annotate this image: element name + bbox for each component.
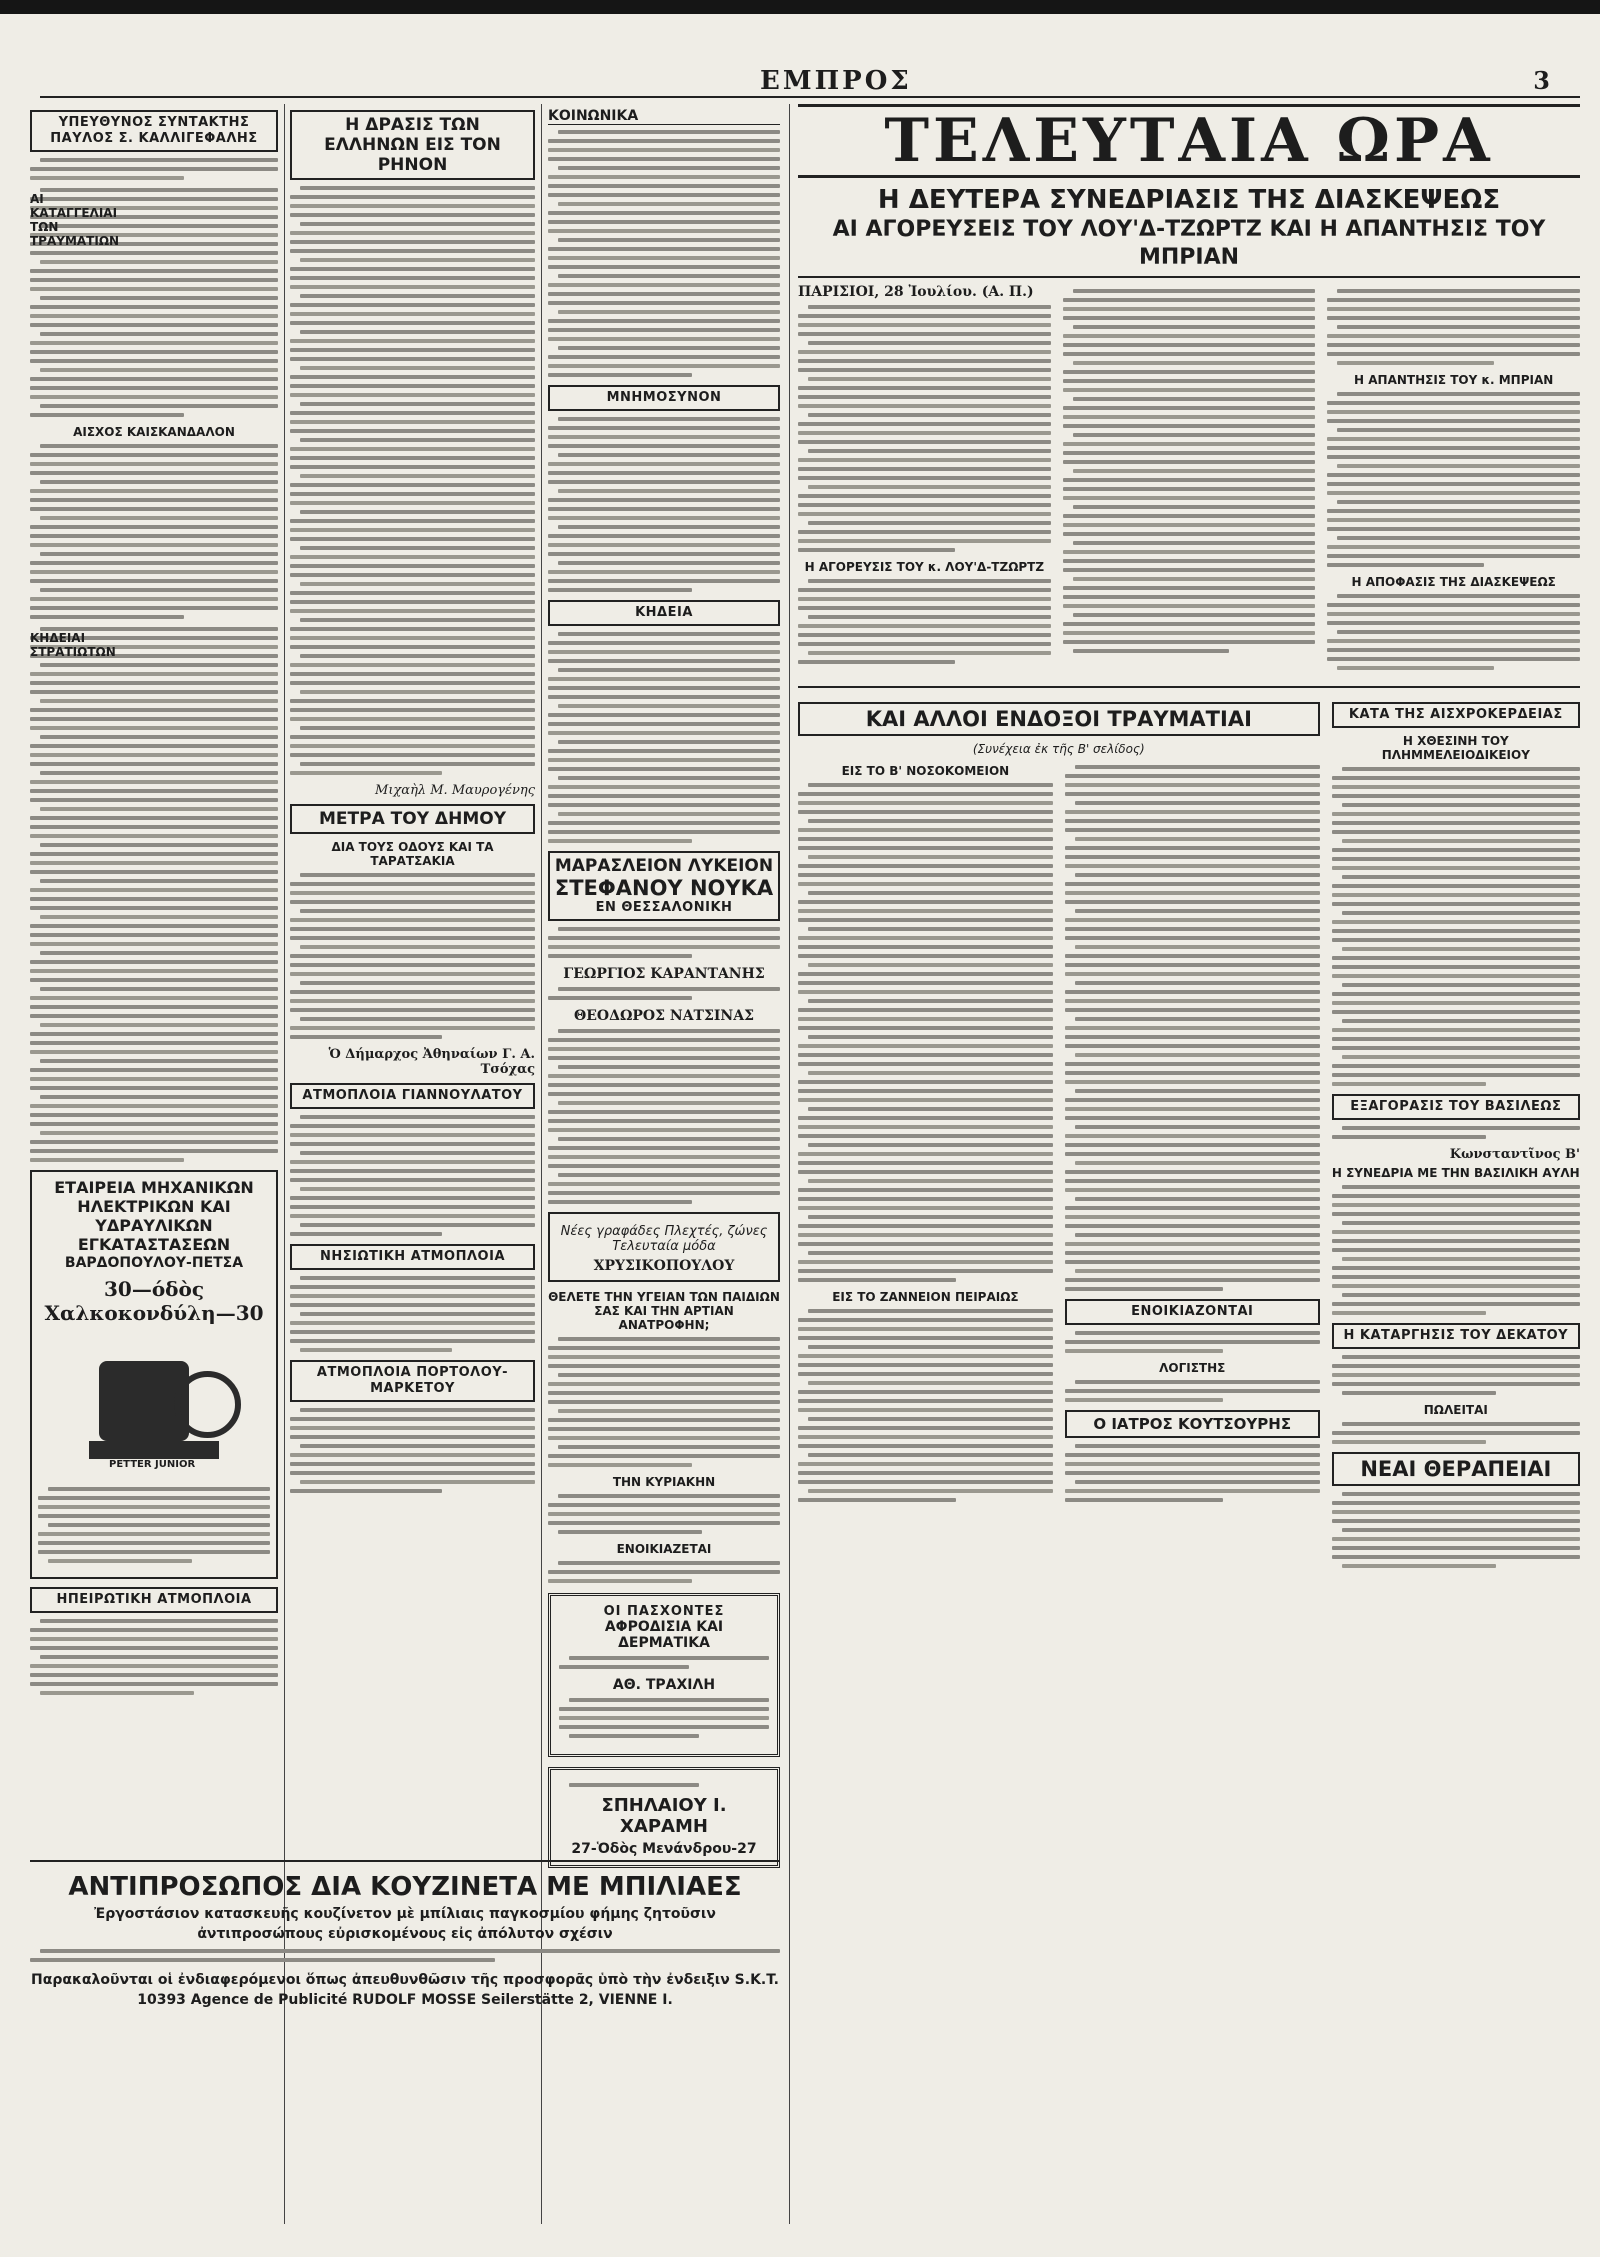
section-heading: Η ΚΑΤΑΡΓΗΣΙΣ ΤΟΥ ΔΕΚΑΤΟΥ bbox=[1332, 1323, 1580, 1349]
banner-subheadline: Η ΔΕΥΤΕΡΑ ΣΥΝΕΔΡΙΑΣΙΣ ΤΗΣ ΔΙΑΣΚΕΨΕΩΣ bbox=[877, 185, 1501, 215]
body-text bbox=[798, 783, 1053, 1282]
body-text bbox=[548, 417, 780, 592]
body-text bbox=[798, 579, 1051, 664]
body-text bbox=[548, 130, 780, 377]
shipping-heading: ΑΤΜΟΠΛΟΙΑ ΠΟΡΤΟΛΟΥ-ΜΑΡΚΕΤΟΥ bbox=[290, 1360, 535, 1402]
section-heading: ΜΝΗΜΟΣΥΝΟΝ bbox=[548, 385, 780, 411]
section-heading: ΠΩΛΕΙΤΑΙ bbox=[1423, 1403, 1488, 1417]
machine-label: PETTER JUNIOR bbox=[109, 1459, 196, 1470]
wounded-article bbox=[798, 696, 1320, 1576]
section-heading: ΚΟΙΝΩΝΙΚΑ bbox=[548, 108, 780, 125]
section-heading: Η ΣΥΝΕΔΡΙΑ ΜΕ ΤΗΝ ΒΑΣΙΛΙΚΗ ΑΥΛΗ bbox=[1331, 1166, 1580, 1180]
section-heading: ΘΕΛΕΤΕ ΤΗΝ ΥΓΕΙΑΝ ΤΩΝ ΠΑΙΔΙΩΝ ΣΑΣ ΚΑΙ ΤΗΝ ΑΡΤΙΑΝ ΑΝΑΤΡΟΦΗΝ; bbox=[548, 1290, 780, 1332]
section-heading: ΜΕΤΡΑ ΤΟΥ ΔΗΜΟΥ bbox=[290, 804, 535, 834]
body-text bbox=[1332, 1185, 1580, 1315]
section-heading: ΑΙΣΧΟΣ ΚΑΙΣΚΑΝΔΑΛΟΝ bbox=[73, 425, 235, 439]
advert-line: ΑΘ. ΤΡΑΧΙΛΗ bbox=[612, 1677, 716, 1693]
body-text bbox=[548, 632, 780, 843]
side-heading: ΑΙ ΚΑΤΑΓΓΕΛΙΑΙ ΤΩΝ ΤΡΑΥΜΑΤΙΩΝ bbox=[30, 192, 120, 248]
body-text bbox=[798, 305, 1051, 552]
company-advert bbox=[30, 1170, 278, 1579]
school-city: ΕΝ ΘΕΣΣΑΛΟΝΙΚΗ bbox=[595, 900, 733, 915]
doctor-advert: Ο ΙΑΤΡΟΣ ΚΟΥΤΣΟΥΡΗΣ bbox=[1065, 1410, 1320, 1438]
body-text bbox=[290, 1115, 535, 1236]
shipping-heading: ΗΠΕΙΡΩΤΙΚΗ ΑΤΜΟΠΛΟΙΑ bbox=[30, 1587, 278, 1613]
body-text bbox=[559, 1783, 769, 1787]
body-text bbox=[38, 1487, 270, 1563]
school-advert bbox=[548, 851, 780, 921]
column-4 bbox=[798, 104, 1580, 2224]
top-black-bar bbox=[0, 0, 1600, 14]
section-subheading: ΔΙΑ ΤΟΥΣ ΟΔΟΥΣ ΚΑΙ ΤΑ ΤΑΡΑΤΣΑΚΙΑ bbox=[331, 840, 494, 868]
body-text bbox=[1327, 289, 1580, 365]
body-text bbox=[1332, 767, 1580, 1086]
body-text bbox=[559, 1656, 769, 1669]
advert-name: ΧΡΥΣΙΚΟΠΟΥΛΟΥ bbox=[593, 1258, 735, 1274]
fashion-advert bbox=[548, 1212, 780, 1282]
advert-text: Νέες γραφάδες Πλεχτές, ζώνες Τελευταία μόδα bbox=[560, 1224, 768, 1254]
body-text bbox=[1327, 392, 1580, 567]
responsible-editor: ΥΠΕΥΘΥΝΟΣ ΣΥΝΤΑΚΤΗΣ ΠΑΥΛΟΣ Σ. ΚΑΛΛΙΓΕΦΑΛΗΣ bbox=[30, 110, 278, 152]
advert-address: 30—όδὸς Χαλκοκονδύλη—30 bbox=[44, 1277, 264, 1325]
person-name: Κωνσταντῖνος Β' bbox=[1449, 1147, 1580, 1162]
banner-subheadline-2: ΑΙ ΑΓΟΡΕΥΣΕΙΣ ΤΟΥ ΛΟΥ'Δ-ΤΖΩΡΤΖ ΚΑΙ Η ΑΠΑΝΤΗΣΙΣ ΤΟΥ ΜΠΡΙΑΝ bbox=[798, 216, 1580, 278]
body-text bbox=[1327, 594, 1580, 670]
body-text bbox=[30, 444, 278, 619]
advert-title: ΕΤΑΙΡΕΙΑ ΜΗΧΑΝΙΚΩΝ ΗΛΕΚΤΡΙΚΩΝ ΚΑΙ ΥΔΡΑΥΛΙΚΩΝ ΕΓΚΑΤΑΣΤΑΣΕΩΝ bbox=[54, 1178, 254, 1254]
school-title: ΜΑΡΑΣΛΕΙΟΝ ΛΥΚΕΙΟΝ bbox=[554, 856, 774, 876]
article-headline: Η ΔΡΑΣΙΣ ΤΩΝ ΕΛΛΗΝΩΝ ΕΙΣ ΤΟΝ ΡΗΝΟΝ bbox=[290, 110, 535, 180]
person-name: ΓΕΩΡΓΙΟΣ ΚΑΡΑΝΤΑΝΗΣ bbox=[563, 966, 765, 982]
side-heading: ΚΗΔΕΙΑΙ ΣΤΡΑΤΙΩΤΩΝ bbox=[30, 631, 116, 659]
section-heading: ΤΗΝ ΚΥΡΙΑΚΗΝ bbox=[612, 1475, 716, 1489]
lead-column-3 bbox=[1327, 284, 1580, 678]
right-column bbox=[1332, 696, 1580, 1576]
advert-text: Παρακαλοῦνται οἱ ἐνδιαφερόμενοι ὅπως ἀπευθυνθῶσιν τῆς προσφορᾶς ὑπὸ τὴν ἐνδειξιν S.K.T. 10393 Agence de Publicité RUDOLF MOSSE Seilerstätte 2, VIENNE I. bbox=[30, 1972, 779, 2008]
section-heading: ΛΟΓΙΣΤΗΣ bbox=[1159, 1361, 1226, 1375]
masthead bbox=[40, 66, 1580, 98]
body-text bbox=[548, 1494, 780, 1534]
body-text bbox=[1065, 1331, 1320, 1353]
engine-illustration bbox=[79, 1331, 229, 1481]
section-heading: ΕΙΣ ΤΟ ΖΑΝΝΕΙΟΝ ΠΕΙΡΑΙΩΣ bbox=[832, 1290, 1019, 1304]
divider bbox=[798, 686, 1580, 688]
advert-text: Ἐργοστάσιον κατασκευῆς κουζίνετον μὲ μπίλιαις παγκοσμίου φήμης ζητοῦσιν ἀντιπροσώπους εὐρισκομένους εἰς ἀπόλυτον σχέσιν bbox=[94, 1906, 716, 1942]
article-headline: ΚΑΙ ΑΛΛΟΙ ΕΝΔΟΞΟΙ ΤΡΑΥΜΑΤΙΑΙ bbox=[798, 702, 1320, 736]
advert-line: ΑΦΡΟΔΙΣΙΑ ΚΑΙ ΔΕΡΜΑΤΙΚΑ bbox=[604, 1619, 724, 1651]
body-text bbox=[290, 1408, 535, 1493]
body-text bbox=[548, 1337, 780, 1467]
continuation-note: (Συνέχεια ἐκ τῆς Β' σελίδος) bbox=[972, 742, 1145, 756]
body-text bbox=[30, 1949, 780, 1962]
section-heading: Η ΑΓΟΡΕΥΣΙΣ ΤΟΥ κ. ΛΟΥ'Δ-ΤΖΩΡΤΖ bbox=[804, 560, 1045, 574]
section-heading: ΚΗΔΕΙΑ bbox=[548, 600, 780, 626]
body-text bbox=[1332, 1492, 1580, 1568]
section-heading: Η ΑΠΑΝΤΗΣΙΣ ΤΟΥ κ. ΜΠΡΙΑΝ bbox=[1354, 373, 1554, 387]
banner-headline: ΤΕΛΕΥΤΑΙΑ ΩΡΑ bbox=[798, 104, 1580, 178]
body-text bbox=[30, 627, 278, 1162]
body-text bbox=[548, 1029, 780, 1204]
mayor-signature: Ὁ Δήμαρχος Ἀθηναίων Γ. Α. Τσόχας bbox=[328, 1047, 535, 1077]
article-signature: Μιχαὴλ Μ. Μαυρογένης bbox=[375, 783, 535, 798]
advert-title: ΑΝΤΙΠΡΟΣΩΠΟΣ ΔΙΑ ΚΟΥΖΙΝΕΤΑ ΜΕ ΜΠΙΛΙΑΕΣ bbox=[68, 1872, 742, 1902]
body-text bbox=[290, 1276, 535, 1352]
section-heading: ΕΝΟΙΚΙΑΖΕΤΑΙ bbox=[616, 1542, 712, 1556]
column-rule bbox=[789, 104, 790, 2224]
lower-section bbox=[798, 696, 1580, 1576]
school-name: ΣΤΕΦΑΝΟΥ ΝΟΥΚΑ bbox=[554, 876, 774, 900]
body-text bbox=[798, 1309, 1053, 1502]
body-text bbox=[559, 1698, 769, 1738]
body-text bbox=[1332, 1422, 1580, 1444]
body-text bbox=[1332, 1355, 1580, 1395]
lead-column-1 bbox=[798, 284, 1051, 678]
wounded-columns bbox=[798, 760, 1320, 1510]
wounded-col-1 bbox=[798, 760, 1053, 1510]
shipping-heading: ΝΗΣΙΩΤΙΚΗ ΑΤΜΟΠΛΟΙΑ bbox=[290, 1244, 535, 1270]
body-text bbox=[548, 927, 780, 958]
section-heading: Η ΑΠΟΦΑΣΙΣ ΤΗΣ ΔΙΑΣΚΕΨΕΩΣ bbox=[1351, 575, 1556, 589]
dateline: ΠΑΡΙΣΙΟΙ, 28 Ἰουλίου. (Α. Π.) bbox=[798, 284, 1034, 300]
advert-line: ΟΙ ΠΑΣΧΟΝΤΕΣ bbox=[603, 1604, 725, 1619]
advert-address: 27-Ὁδὸς Μενάνδρου-27 bbox=[571, 1841, 757, 1857]
section-heading: ΝΕΑΙ ΘΕΡΑΠΕΙΑΙ bbox=[1332, 1452, 1580, 1486]
section-heading: ΕΝΟΙΚΙΑΖΟΝΤΑΙ bbox=[1065, 1299, 1320, 1325]
section-heading: ΕΞΑΓΟΡΑΣΙΣ ΤΟΥ ΒΑΣΙΛΕΩΣ bbox=[1332, 1094, 1580, 1120]
page-number: 3 bbox=[1533, 66, 1550, 95]
section-heading: ΚΑΤΑ ΤΗΣ ΑΙΣΧΡΟΚΕΡΔΕΙΑΣ bbox=[1332, 702, 1580, 728]
newspaper-name: ΕΜΠΡΟΣ bbox=[760, 66, 912, 96]
advert-names: ΒΑΡΔΟΠΟΥΛΟΥ-ΠΕΤΣΑ bbox=[64, 1255, 244, 1271]
body-text bbox=[1063, 289, 1316, 653]
section-subheading: Η ΧΘΕΣΙΝΗ ΤΟΥ ΠΛΗΜΜΕΛΕΙΟΔΙΚΕΙΟΥ bbox=[1381, 734, 1530, 762]
person-name: ΘΕΟΔΩΡΟΣ ΝΑΤΣΙΝΑΣ bbox=[574, 1008, 754, 1024]
body-text bbox=[548, 987, 780, 1000]
body-text bbox=[30, 158, 278, 180]
body-text bbox=[1065, 1444, 1320, 1502]
body-text bbox=[290, 873, 535, 1039]
section-heading: ΕΙΣ ΤΟ Β' ΝΟΣΟΚΟΜΕΙΟΝ bbox=[841, 764, 1010, 778]
wounded-col-2 bbox=[1065, 760, 1320, 1510]
clinic-advert bbox=[548, 1593, 780, 1757]
advert-name: ΣΠΗΛΑΙΟΥ Ι. ΧΑΡΑΜΗ bbox=[601, 1795, 727, 1837]
body-text bbox=[1065, 765, 1320, 1291]
body-text bbox=[1065, 1380, 1320, 1402]
body-text bbox=[548, 1561, 780, 1583]
lead-column-2 bbox=[1063, 284, 1316, 678]
lead-article bbox=[798, 284, 1580, 678]
body-text bbox=[290, 186, 535, 775]
bottom-advert bbox=[30, 1860, 780, 2130]
body-text bbox=[1332, 1126, 1580, 1139]
clinic-advert-2 bbox=[548, 1767, 780, 1868]
body-text bbox=[30, 1619, 278, 1695]
shipping-heading: ΑΤΜΟΠΛΟΙΑ ΓΙΑΝΝΟΥΛΑΤΟΥ bbox=[290, 1083, 535, 1109]
column-2 bbox=[290, 104, 535, 1854]
